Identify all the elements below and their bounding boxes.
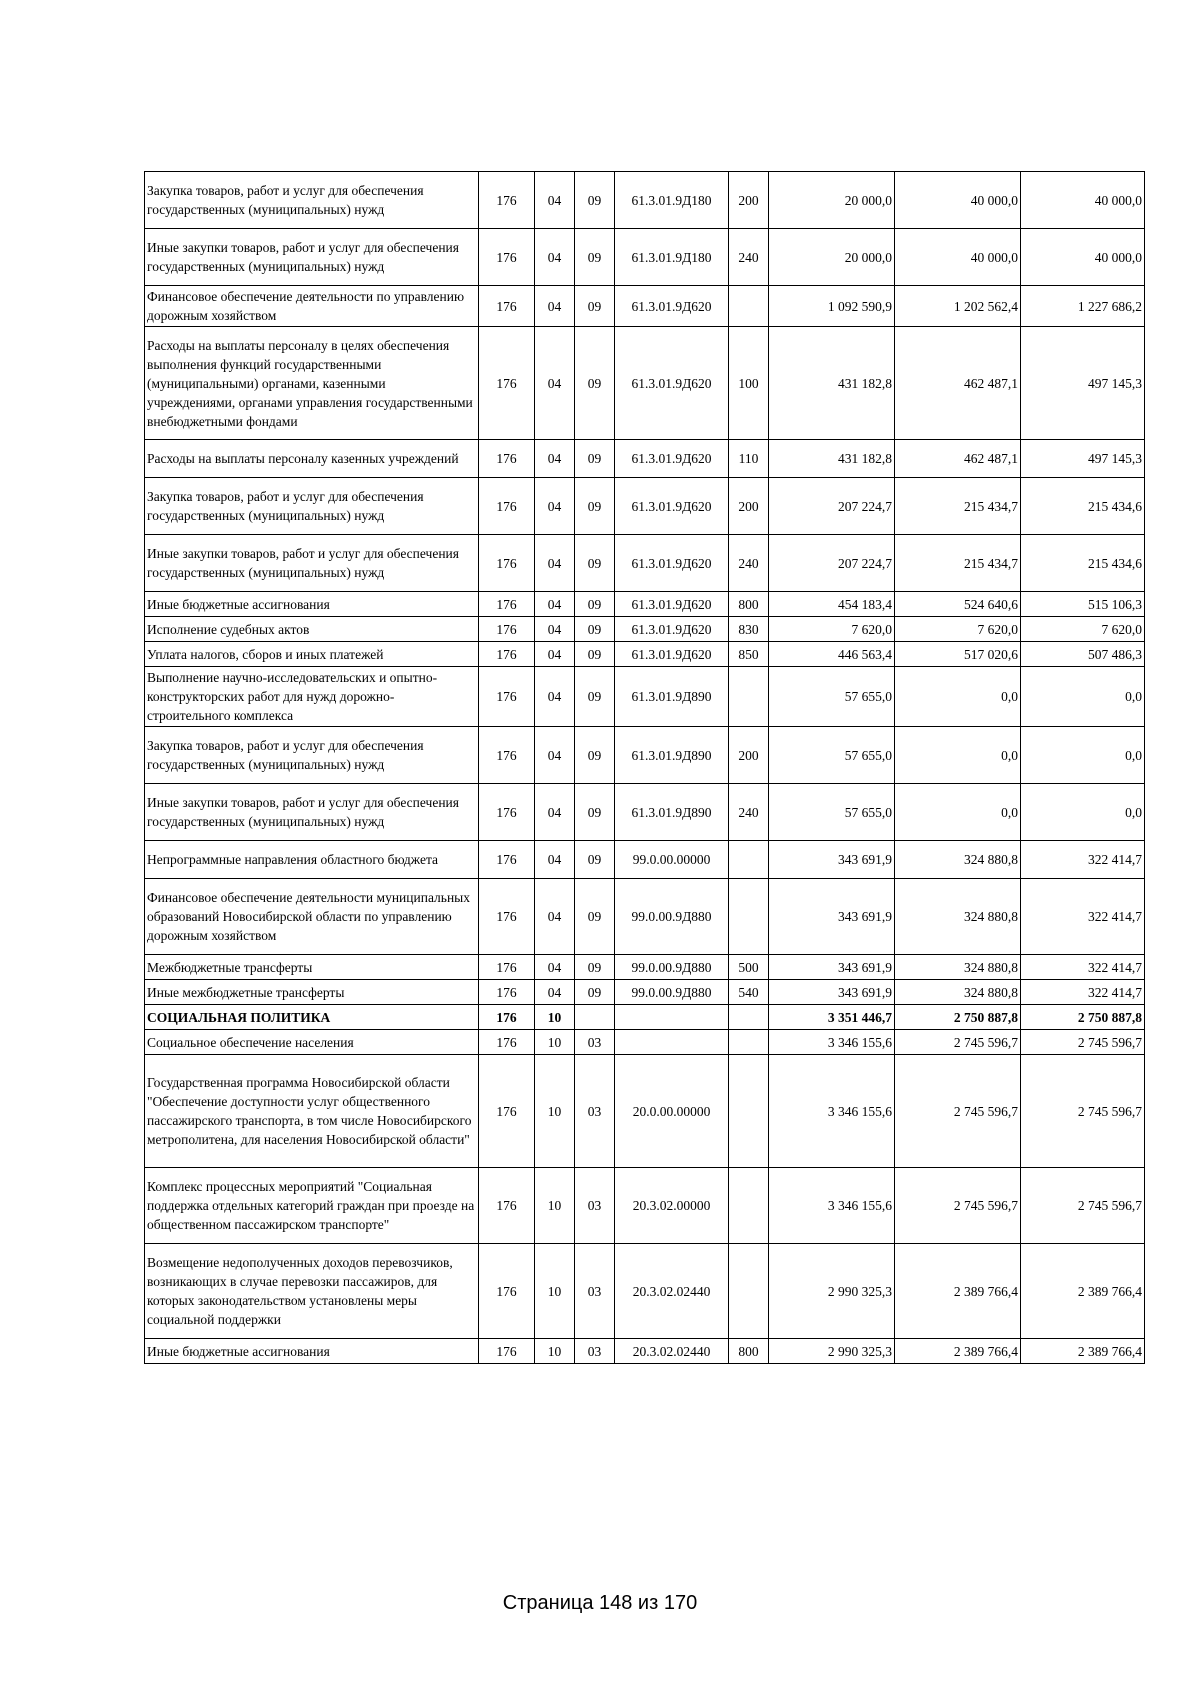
table-row: [145, 642, 1145, 667]
cell-target-article: 61.3.01.9Д180: [615, 229, 729, 286]
cell-subsection: 09: [575, 327, 615, 440]
cell-amount-year1: 57 655,0: [769, 727, 895, 784]
cell-name: Уплата налогов, сборов и иных платежей: [145, 642, 479, 667]
cell-expense-type: 100: [729, 327, 769, 440]
cell-amount-year3: 2 745 596,7: [1021, 1055, 1145, 1168]
cell-amount-year1: 20 000,0: [769, 229, 895, 286]
cell-amount-year1: 2 990 325,3: [769, 1244, 895, 1339]
cell-grbs: 176: [479, 1005, 535, 1030]
cell-amount-year1: 7 620,0: [769, 617, 895, 642]
cell-amount-year3: 2 745 596,7: [1021, 1030, 1145, 1055]
table-row: [145, 1030, 1145, 1055]
cell-section: 10: [535, 1030, 575, 1055]
cell-grbs: 176: [479, 617, 535, 642]
cell-name: Расходы на выплаты персоналу в целях обеспечения выполнения функций государственными (муниципальными) органами, казенными учреждениями, органами управления государственными внебюджетными фондами: [145, 327, 479, 440]
cell-subsection: 09: [575, 440, 615, 478]
cell-amount-year1: 3 351 446,7: [769, 1005, 895, 1030]
table-row: [145, 727, 1145, 784]
cell-amount-year1: 20 000,0: [769, 172, 895, 229]
cell-name: Финансовое обеспечение деятельности муниципальных образований Новосибирской области по управлению дорожным хозяйством: [145, 879, 479, 955]
cell-amount-year2: 7 620,0: [895, 617, 1021, 642]
cell-amount-year2: 324 880,8: [895, 879, 1021, 955]
cell-expense-type: 800: [729, 592, 769, 617]
cell-subsection: 09: [575, 229, 615, 286]
cell-amount-year1: 3 346 155,6: [769, 1055, 895, 1168]
cell-target-article: 61.3.01.9Д620: [615, 286, 729, 327]
cell-amount-year2: 517 020,6: [895, 642, 1021, 667]
cell-target-article: 20.3.02.00000: [615, 1168, 729, 1244]
cell-section: 04: [535, 955, 575, 980]
cell-expense-type: [729, 1055, 769, 1168]
cell-amount-year1: 343 691,9: [769, 879, 895, 955]
cell-amount-year1: 431 182,8: [769, 440, 895, 478]
cell-expense-type: [729, 286, 769, 327]
cell-grbs: 176: [479, 980, 535, 1005]
table-row: [145, 617, 1145, 642]
cell-amount-year2: 215 434,7: [895, 478, 1021, 535]
cell-expense-type: 240: [729, 535, 769, 592]
table-row: [145, 286, 1145, 327]
cell-name: Комплекс процессных мероприятий "Социальная поддержка отдельных категорий граждан при проезде на общественном пассажирском транспорте": [145, 1168, 479, 1244]
cell-amount-year1: 2 990 325,3: [769, 1339, 895, 1364]
cell-amount-year1: 343 691,9: [769, 980, 895, 1005]
cell-name: Закупка товаров, работ и услуг для обеспечения государственных (муниципальных) нужд: [145, 172, 479, 229]
cell-grbs: 176: [479, 440, 535, 478]
cell-subsection: 09: [575, 478, 615, 535]
cell-expense-type: 200: [729, 172, 769, 229]
cell-expense-type: 240: [729, 784, 769, 841]
cell-section: 04: [535, 172, 575, 229]
cell-grbs: 176: [479, 535, 535, 592]
cell-amount-year3: 0,0: [1021, 784, 1145, 841]
cell-amount-year3: 7 620,0: [1021, 617, 1145, 642]
cell-expense-type: [729, 1030, 769, 1055]
table-row: [145, 172, 1145, 229]
cell-amount-year1: 207 224,7: [769, 478, 895, 535]
cell-grbs: 176: [479, 1030, 535, 1055]
cell-grbs: 176: [479, 1055, 535, 1168]
cell-expense-type: 540: [729, 980, 769, 1005]
cell-section: 10: [535, 1055, 575, 1168]
cell-grbs: 176: [479, 1339, 535, 1364]
cell-amount-year3: 1 227 686,2: [1021, 286, 1145, 327]
cell-name: Иные бюджетные ассигнования: [145, 592, 479, 617]
cell-grbs: 176: [479, 879, 535, 955]
cell-name: Выполнение научно-исследовательских и опытно-конструкторских работ для нужд дорожно-строительного комплекса: [145, 667, 479, 727]
table-row: [145, 1005, 1145, 1030]
cell-target-article: 61.3.01.9Д620: [615, 592, 729, 617]
table-row: [145, 535, 1145, 592]
cell-section: 04: [535, 879, 575, 955]
table-row: [145, 229, 1145, 286]
table-row: [145, 667, 1145, 727]
cell-expense-type: [729, 1005, 769, 1030]
cell-amount-year3: 515 106,3: [1021, 592, 1145, 617]
cell-target-article: 20.3.02.02440: [615, 1244, 729, 1339]
cell-subsection: 09: [575, 955, 615, 980]
cell-name: Иные бюджетные ассигнования: [145, 1339, 479, 1364]
cell-section: 04: [535, 642, 575, 667]
table-row: [145, 327, 1145, 440]
cell-grbs: 176: [479, 1168, 535, 1244]
cell-target-article: 61.3.01.9Д620: [615, 327, 729, 440]
cell-expense-type: 830: [729, 617, 769, 642]
cell-grbs: 176: [479, 642, 535, 667]
cell-grbs: 176: [479, 229, 535, 286]
cell-name: Возмещение недополученных доходов перевозчиков, возникающих в случае перевозки пассажиров, для которых законодательством установлены меры социальной поддержки: [145, 1244, 479, 1339]
cell-amount-year2: 2 750 887,8: [895, 1005, 1021, 1030]
cell-amount-year2: 2 389 766,4: [895, 1244, 1021, 1339]
table-row: [145, 1168, 1145, 1244]
cell-amount-year3: 507 486,3: [1021, 642, 1145, 667]
cell-subsection: 09: [575, 879, 615, 955]
cell-subsection: 09: [575, 667, 615, 727]
cell-grbs: 176: [479, 841, 535, 879]
cell-amount-year3: 497 145,3: [1021, 327, 1145, 440]
cell-subsection: [575, 1005, 615, 1030]
cell-section: 10: [535, 1339, 575, 1364]
cell-target-article: 61.3.01.9Д620: [615, 642, 729, 667]
cell-amount-year2: 2 745 596,7: [895, 1168, 1021, 1244]
cell-amount-year3: 322 414,7: [1021, 841, 1145, 879]
cell-amount-year3: 322 414,7: [1021, 980, 1145, 1005]
cell-name: Непрограммные направления областного бюджета: [145, 841, 479, 879]
cell-section: 10: [535, 1168, 575, 1244]
table-row: [145, 1244, 1145, 1339]
cell-amount-year2: 0,0: [895, 784, 1021, 841]
cell-expense-type: 800: [729, 1339, 769, 1364]
cell-subsection: 09: [575, 535, 615, 592]
cell-subsection: 09: [575, 617, 615, 642]
table-row: [145, 784, 1145, 841]
cell-section: 04: [535, 841, 575, 879]
cell-expense-type: 110: [729, 440, 769, 478]
cell-target-article: 61.3.01.9Д890: [615, 667, 729, 727]
cell-amount-year2: 215 434,7: [895, 535, 1021, 592]
cell-grbs: 176: [479, 784, 535, 841]
cell-expense-type: [729, 879, 769, 955]
cell-amount-year2: 324 880,8: [895, 841, 1021, 879]
cell-amount-year1: 343 691,9: [769, 841, 895, 879]
cell-grbs: 176: [479, 667, 535, 727]
cell-amount-year3: 2 750 887,8: [1021, 1005, 1145, 1030]
cell-target-article: 61.3.01.9Д620: [615, 478, 729, 535]
cell-name: Государственная программа Новосибирской области "Обеспечение доступности услуг общественного пассажирского транспорта, в том числе Новосибирского метрополитена, для населения Новосибирской области": [145, 1055, 479, 1168]
cell-expense-type: 850: [729, 642, 769, 667]
cell-grbs: 176: [479, 327, 535, 440]
cell-amount-year3: 215 434,6: [1021, 478, 1145, 535]
cell-subsection: 03: [575, 1055, 615, 1168]
cell-expense-type: 200: [729, 478, 769, 535]
cell-amount-year3: 322 414,7: [1021, 879, 1145, 955]
cell-section: 04: [535, 667, 575, 727]
table-row: [145, 1055, 1145, 1168]
cell-expense-type: [729, 1168, 769, 1244]
table-row: [145, 879, 1145, 955]
cell-amount-year2: 2 389 766,4: [895, 1339, 1021, 1364]
cell-target-article: 99.0.00.9Д880: [615, 879, 729, 955]
cell-amount-year1: 57 655,0: [769, 784, 895, 841]
cell-amount-year2: 2 745 596,7: [895, 1055, 1021, 1168]
cell-subsection: 09: [575, 784, 615, 841]
cell-target-article: [615, 1030, 729, 1055]
table-body: [145, 172, 1145, 1364]
cell-amount-year1: 454 183,4: [769, 592, 895, 617]
table-row: [145, 440, 1145, 478]
cell-amount-year2: 40 000,0: [895, 172, 1021, 229]
cell-name: Финансовое обеспечение деятельности по управлению дорожным хозяйством: [145, 286, 479, 327]
cell-name: СОЦИАЛЬНАЯ ПОЛИТИКА: [145, 1005, 479, 1030]
cell-amount-year1: 431 182,8: [769, 327, 895, 440]
cell-amount-year2: 462 487,1: [895, 327, 1021, 440]
cell-section: 04: [535, 286, 575, 327]
cell-amount-year1: 3 346 155,6: [769, 1030, 895, 1055]
cell-name: Иные закупки товаров, работ и услуг для обеспечения государственных (муниципальных) нужд: [145, 229, 479, 286]
cell-section: 04: [535, 327, 575, 440]
cell-section: 04: [535, 784, 575, 841]
cell-expense-type: [729, 667, 769, 727]
cell-expense-type: 200: [729, 727, 769, 784]
cell-grbs: 176: [479, 1244, 535, 1339]
cell-amount-year1: 207 224,7: [769, 535, 895, 592]
cell-subsection: 03: [575, 1168, 615, 1244]
cell-section: 10: [535, 1005, 575, 1030]
cell-amount-year3: 40 000,0: [1021, 172, 1145, 229]
cell-amount-year2: 324 880,8: [895, 980, 1021, 1005]
cell-name: Иные закупки товаров, работ и услуг для обеспечения государственных (муниципальных) нужд: [145, 784, 479, 841]
cell-subsection: 09: [575, 172, 615, 229]
cell-subsection: 03: [575, 1030, 615, 1055]
cell-name: Исполнение судебных актов: [145, 617, 479, 642]
cell-subsection: 09: [575, 286, 615, 327]
table-row: [145, 980, 1145, 1005]
cell-subsection: 03: [575, 1339, 615, 1364]
cell-amount-year2: 0,0: [895, 727, 1021, 784]
cell-expense-type: [729, 1244, 769, 1339]
cell-amount-year2: 0,0: [895, 667, 1021, 727]
budget-table: [144, 171, 1145, 1364]
table-row: [145, 841, 1145, 879]
cell-grbs: 176: [479, 172, 535, 229]
cell-target-article: 61.3.01.9Д890: [615, 727, 729, 784]
cell-target-article: 20.3.02.02440: [615, 1339, 729, 1364]
cell-target-article: 99.0.00.00000: [615, 841, 729, 879]
cell-grbs: 176: [479, 727, 535, 784]
cell-grbs: 176: [479, 592, 535, 617]
cell-section: 04: [535, 440, 575, 478]
cell-amount-year1: 343 691,9: [769, 955, 895, 980]
cell-section: 04: [535, 535, 575, 592]
cell-amount-year1: 1 092 590,9: [769, 286, 895, 327]
table-row: [145, 1339, 1145, 1364]
cell-name: Закупка товаров, работ и услуг для обеспечения государственных (муниципальных) нужд: [145, 478, 479, 535]
cell-grbs: 176: [479, 478, 535, 535]
cell-section: 04: [535, 617, 575, 642]
page-number: Страница 148 из 170: [502, 1592, 698, 1614]
cell-amount-year3: 40 000,0: [1021, 229, 1145, 286]
cell-amount-year2: 2 745 596,7: [895, 1030, 1021, 1055]
cell-amount-year2: 1 202 562,4: [895, 286, 1021, 327]
cell-subsection: 09: [575, 841, 615, 879]
cell-expense-type: 500: [729, 955, 769, 980]
cell-subsection: 09: [575, 727, 615, 784]
cell-section: 10: [535, 1244, 575, 1339]
cell-target-article: 20.0.00.00000: [615, 1055, 729, 1168]
cell-amount-year3: 215 434,6: [1021, 535, 1145, 592]
cell-expense-type: 240: [729, 229, 769, 286]
cell-name: Межбюджетные трансферты: [145, 955, 479, 980]
cell-grbs: 176: [479, 286, 535, 327]
cell-subsection: 09: [575, 642, 615, 667]
cell-subsection: 09: [575, 592, 615, 617]
cell-expense-type: [729, 841, 769, 879]
cell-amount-year3: 2 389 766,4: [1021, 1339, 1145, 1364]
cell-amount-year3: 322 414,7: [1021, 955, 1145, 980]
cell-amount-year2: 40 000,0: [895, 229, 1021, 286]
table-row: [145, 478, 1145, 535]
table-row: [145, 955, 1145, 980]
table-row: [145, 592, 1145, 617]
cell-amount-year3: 497 145,3: [1021, 440, 1145, 478]
cell-grbs: 176: [479, 955, 535, 980]
cell-target-article: 99.0.00.9Д880: [615, 980, 729, 1005]
cell-amount-year3: 2 389 766,4: [1021, 1244, 1145, 1339]
cell-name: Иные межбюджетные трансферты: [145, 980, 479, 1005]
cell-subsection: 09: [575, 980, 615, 1005]
cell-section: 04: [535, 727, 575, 784]
cell-name: Социальное обеспечение населения: [145, 1030, 479, 1055]
cell-amount-year3: 0,0: [1021, 727, 1145, 784]
cell-section: 04: [535, 478, 575, 535]
cell-target-article: 61.3.01.9Д620: [615, 535, 729, 592]
cell-amount-year2: 462 487,1: [895, 440, 1021, 478]
cell-amount-year1: 57 655,0: [769, 667, 895, 727]
cell-amount-year3: 2 745 596,7: [1021, 1168, 1145, 1244]
cell-amount-year1: 3 346 155,6: [769, 1168, 895, 1244]
cell-section: 04: [535, 229, 575, 286]
cell-section: 04: [535, 980, 575, 1005]
cell-target-article: [615, 1005, 729, 1030]
cell-name: Расходы на выплаты персоналу казенных учреждений: [145, 440, 479, 478]
cell-amount-year2: 324 880,8: [895, 955, 1021, 980]
cell-target-article: 61.3.01.9Д890: [615, 784, 729, 841]
cell-amount-year3: 0,0: [1021, 667, 1145, 727]
cell-section: 04: [535, 592, 575, 617]
cell-name: Иные закупки товаров, работ и услуг для обеспечения государственных (муниципальных) нужд: [145, 535, 479, 592]
cell-target-article: 61.3.01.9Д620: [615, 440, 729, 478]
cell-name: Закупка товаров, работ и услуг для обеспечения государственных (муниципальных) нужд: [145, 727, 479, 784]
cell-target-article: 99.0.00.9Д880: [615, 955, 729, 980]
cell-target-article: 61.3.01.9Д620: [615, 617, 729, 642]
cell-subsection: 03: [575, 1244, 615, 1339]
cell-amount-year1: 446 563,4: [769, 642, 895, 667]
cell-target-article: 61.3.01.9Д180: [615, 172, 729, 229]
cell-amount-year2: 524 640,6: [895, 592, 1021, 617]
